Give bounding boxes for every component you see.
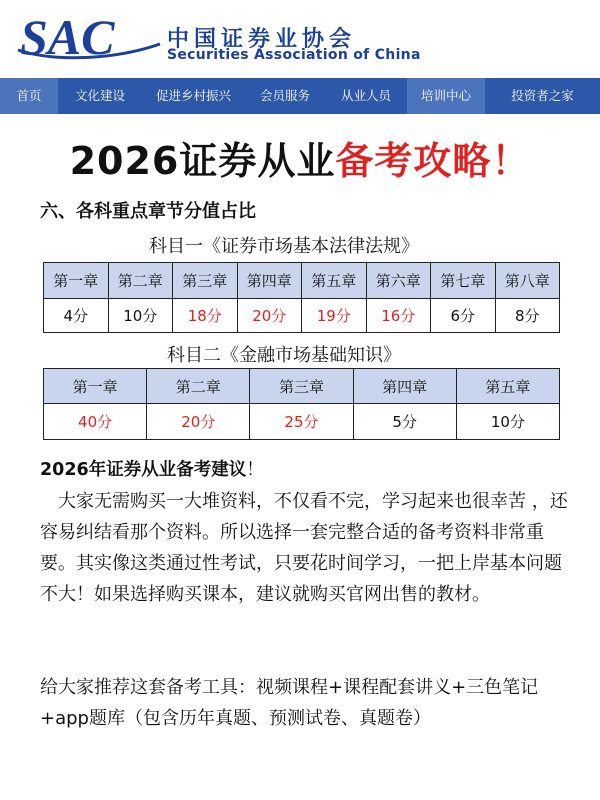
main-nav	[0, 78, 600, 114]
score-cell: 20分	[237, 299, 302, 333]
subject2-title: 科目二《金融市场基础知识》	[167, 345, 401, 366]
table-header-cell: 第四章	[237, 263, 302, 299]
nav-item-training[interactable]: 培训中心	[407, 78, 485, 114]
nav-item-member-services[interactable]: 会员服务	[259, 88, 310, 103]
table-header-cell: 第二章	[108, 263, 173, 299]
site-header	[0, 0, 600, 78]
table-header-cell: 第八章	[495, 263, 560, 299]
logo-english-name: Securities Association of China	[167, 47, 421, 63]
subject2-score-table	[43, 368, 560, 440]
nav-item-culture[interactable]: 文化建设	[74, 88, 125, 103]
nav-item-rural[interactable]: 促进乡村振兴	[155, 88, 231, 103]
table-header-cell: 第一章	[44, 369, 147, 404]
score-cell: 5分	[353, 404, 456, 440]
nav-item-investors[interactable]: 投资者之家	[511, 88, 574, 103]
table-header-row	[44, 369, 560, 404]
page-title	[0, 130, 600, 185]
score-cell: 25分	[250, 404, 353, 440]
score-cell: 4分	[44, 299, 109, 333]
logo-abbr-text: SAC	[20, 10, 115, 65]
sac-logo[interactable]	[14, 10, 434, 68]
table-header-cell: 第七章	[431, 263, 496, 299]
score-cell: 20分	[147, 404, 250, 440]
title-black-part: 2026证券从业	[69, 139, 336, 183]
title-red-part: 备考攻略！	[335, 139, 531, 183]
table-row	[44, 299, 560, 333]
table-header-cell: 第六章	[366, 263, 431, 299]
score-cell: 8分	[495, 299, 560, 333]
score-cell: 18分	[173, 299, 238, 333]
score-cell: 6分	[431, 299, 496, 333]
sac-logo-mark	[14, 10, 164, 68]
score-cell: 16分	[366, 299, 431, 333]
table-header-cell: 第四章	[353, 369, 456, 404]
table-header-cell: 第三章	[173, 263, 238, 299]
subject1-title: 科目一《证券市场基本法律法规》	[149, 236, 419, 257]
score-cell: 10分	[456, 404, 559, 440]
table-header-cell: 第二章	[147, 369, 250, 404]
logo-chinese-name: 中国证券业协会	[167, 27, 357, 52]
table-header-row	[44, 263, 560, 299]
section-heading: 六、各科重点章节分值占比	[40, 201, 256, 222]
table-row	[44, 404, 560, 440]
advice-heading	[40, 456, 264, 481]
advice-heading-bold: 2026年证券从业备考建议	[40, 460, 247, 480]
subject1-score-table	[43, 262, 560, 333]
advice-paragraph-2: 给大家推荐这套备考工具：视频课程+课程配套讲义+三色笔记+app题库（包含历年真题、预测试卷、真题卷）	[40, 677, 539, 729]
table-header-cell: 第一章	[44, 263, 109, 299]
nav-item-practitioners[interactable]: 从业人员	[340, 88, 391, 103]
nav-item-home[interactable]: 首页	[0, 78, 58, 114]
advice-paragraph-1: 大家无需购买一大堆资料，不仅看不完，学习起来也很幸苦 ，还容易纠结看那个资料。所以选择一套完整合适的备考资料非常重要。其实像这类通过性考试，只要花时间学习，一把上岸基本问题不大！如果选择购买课本，建议就购买官网出售的教材。	[40, 491, 568, 605]
table-header-cell: 第五章	[456, 369, 559, 404]
score-cell: 40分	[44, 404, 147, 440]
table-header-cell: 第三章	[250, 369, 353, 404]
score-cell: 19分	[302, 299, 367, 333]
table-header-cell: 第五章	[302, 263, 367, 299]
advice-heading-end: ！	[246, 460, 264, 480]
score-cell: 10分	[108, 299, 173, 333]
